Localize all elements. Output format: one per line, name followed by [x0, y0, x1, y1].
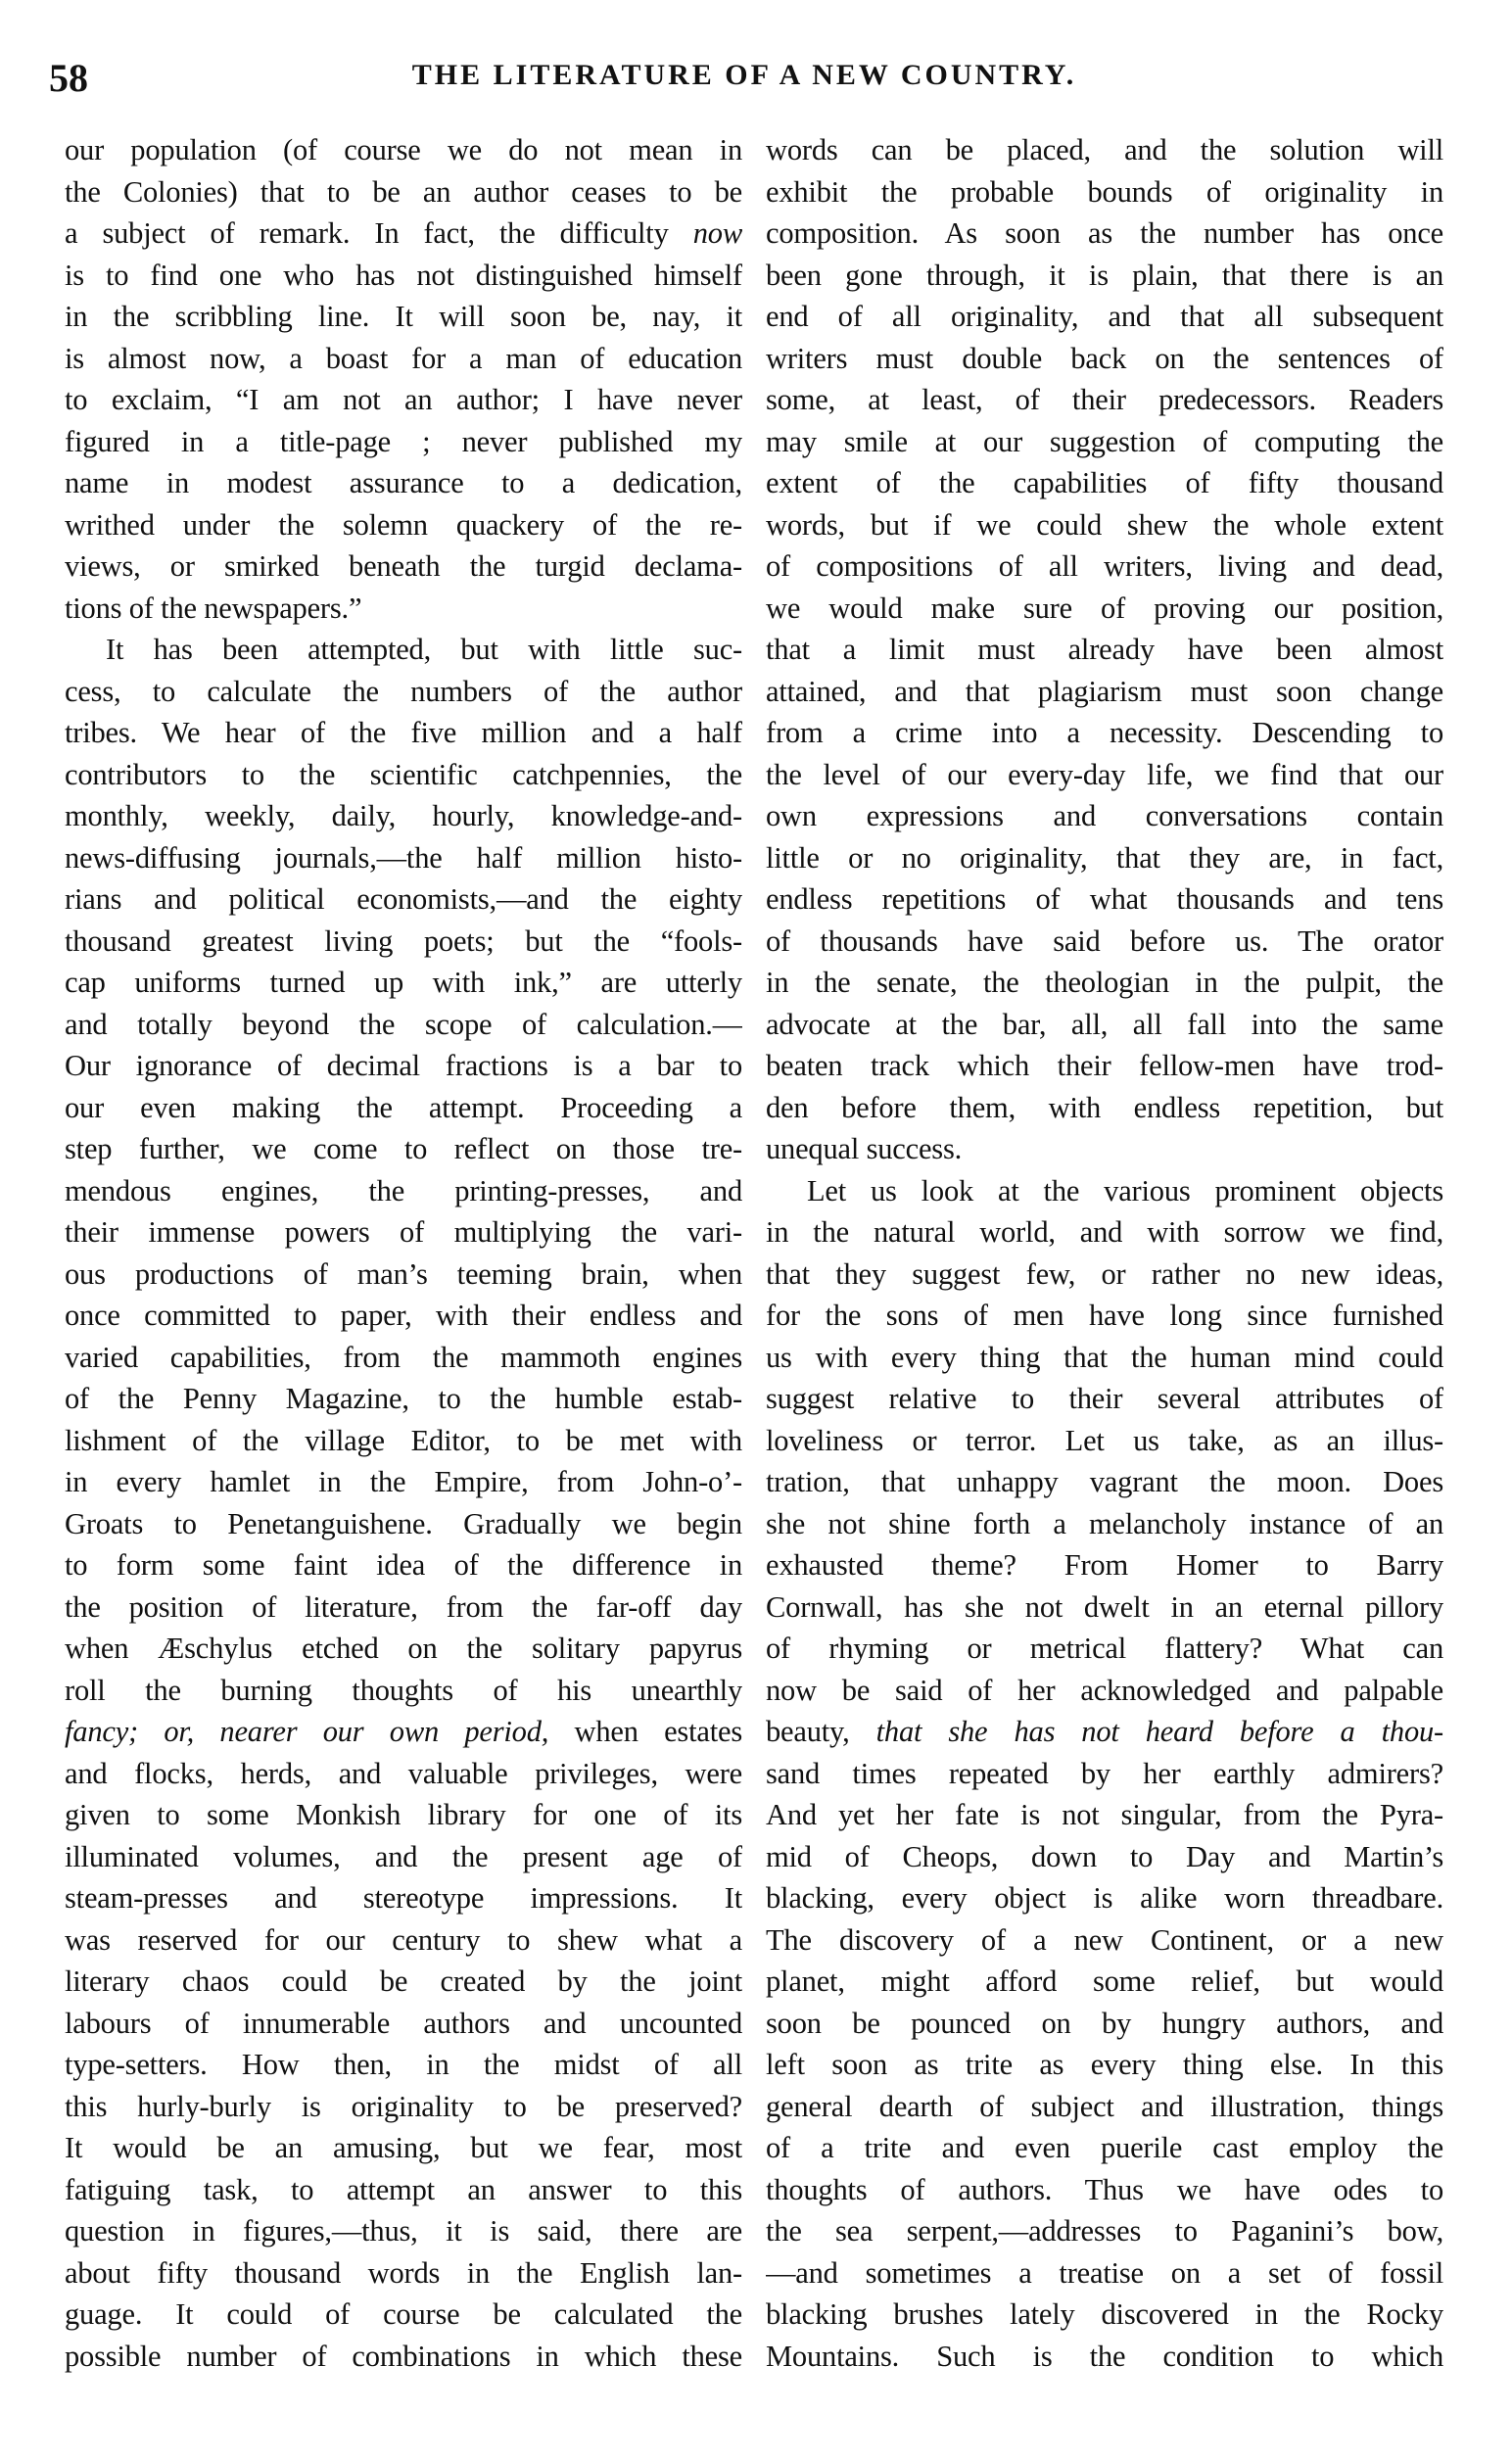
text-span: a subject of remark. In fact, the difficulty [65, 216, 693, 250]
text-line: The discovery of a new Continent, or a new [766, 1922, 1443, 1957]
text-line: cap uniforms turned up with ink,” are utterly [65, 966, 742, 999]
text-line: in the natural world, and with sorrow we find, [766, 1215, 1443, 1249]
text-line: blacking brushes lately discovered in the Rocky [766, 2297, 1443, 2331]
text-line: this hurly-burly is originality to be preserved? [65, 2089, 742, 2123]
text-line: to exclaim, “I am not an author; I have never [65, 383, 742, 416]
text-line: Mountains. Such is the condition to which [766, 2339, 1443, 2373]
text-line: endless repetitions of what thousands and tens [766, 882, 1443, 916]
text-line: illuminated volumes, and the present age of [65, 1839, 742, 1873]
text-line: possible number of combinations in which these [65, 2339, 742, 2373]
text-line: extent of the capabilities of fifty thousand [766, 466, 1443, 499]
text-line: And yet her fate is not singular, from the Pyra- [766, 1798, 1443, 1831]
text-line: advocate at the bar, all, all fall into the same [766, 1007, 1443, 1041]
text-line: loveliness or terror. Let us take, as an illus- [766, 1423, 1443, 1457]
text-line: for the sons of men have long since furnished [766, 1299, 1443, 1332]
text-line: of thousands have said before us. The orator [766, 923, 1443, 958]
text-line: the Colonies) that to be an author ceases to be [65, 174, 742, 209]
text-line: news-diffusing journals,—the half million histo- [65, 840, 742, 875]
text-line: attained, and that plagiarism must soon change [766, 674, 1443, 708]
text-line: It would be an amusing, but we fear, most [65, 2131, 742, 2164]
text-line: may smile at our suggestion of computing the [766, 424, 1443, 458]
text-line: thousand greatest living poets; but the “fools- [65, 923, 742, 958]
text-line: the position of literature, from the far-off day [65, 1589, 742, 1624]
text-line [65, 213, 742, 255]
text-line: about fifty thousand words in the English lan- [65, 2255, 742, 2290]
text-line: given to some Monkish library for one of its [65, 1798, 742, 1831]
text-line: mendous engines, the printing-presses, and [65, 1173, 742, 1207]
text-line: question in figures,—thus, it is said, there are [65, 2214, 742, 2248]
text-line: figured in a title-page ; never published my [65, 424, 742, 458]
text-span: when estates [548, 1715, 742, 1748]
text-line: exhibit the probable bounds of originality in [766, 174, 1443, 209]
text-line: den before them, with endless repetition, but [766, 1090, 1443, 1124]
text-line: Groats to Penetanguishene. Gradually we begin [65, 1506, 742, 1540]
text-line: tions of the newspapers.” [65, 591, 362, 625]
text-line [65, 1711, 742, 1753]
text-line: tribes. We hear of the five million and a half [65, 716, 742, 749]
text-line: is almost now, a boast for a man of education [65, 341, 742, 375]
left-column [65, 129, 742, 2377]
text-line: that a limit must already have been almost [766, 633, 1443, 666]
italic-text: fancy; or, nearer our own period, [65, 1715, 549, 1748]
text-line: varied capabilities, from the mammoth engines [65, 1340, 742, 1374]
text-line: of compositions of all writers, living and dead, [766, 549, 1443, 583]
text-line: and totally beyond the scope of calculation.— [65, 1007, 742, 1041]
text-line: and flocks, herds, and valuable privileges, were [65, 1756, 742, 1790]
text-line: ous productions of man’s teeming brain, when [65, 1256, 742, 1291]
text-line: general dearth of subject and illustration, things [766, 2089, 1443, 2123]
page-number: 58 [49, 56, 88, 100]
text-line: guage. It could of course be calculated the [65, 2297, 742, 2331]
text-line: own expressions and conversations contain [766, 799, 1443, 832]
text-line: composition. As soon as the number has once [766, 216, 1443, 250]
text-line: soon be pounced on by hungry authors, and [766, 2006, 1443, 2040]
text-line: that they suggest few, or rather no new ideas, [766, 1256, 1443, 1291]
text-line: contributors to the scientific catchpennies, the [65, 757, 742, 791]
text-line: is to find one who has not distinguished himself [65, 258, 742, 292]
text-line: been gone through, it is plain, that there is an [766, 258, 1443, 292]
text-line: tration, that unhappy vagrant the moon. Does [766, 1465, 1443, 1498]
text-line: rians and political economists,—and the eighty [65, 882, 742, 916]
text-line: some, at least, of their predecessors. Readers [766, 383, 1443, 416]
text-line: Let us look at the various prominent objects [807, 1173, 1443, 1207]
right-column [766, 129, 1443, 2377]
text-line: blacking, every object is alike worn threadbare. [766, 1881, 1443, 1915]
text-line: planet, might afford some relief, but would [766, 1964, 1443, 1998]
text-line: the level of our every-day life, we find that our [766, 757, 1443, 791]
text-line: in every hamlet in the Empire, from John-o’- [65, 1465, 742, 1498]
text-line: end of all originality, and that all subsequent [766, 300, 1443, 333]
text-line: from a crime into a necessity. Descending to [766, 716, 1443, 749]
text-line: words can be placed, and the solution will [766, 133, 1443, 166]
text-line: roll the burning thoughts of his unearthly [65, 1673, 742, 1707]
text-line: writers must double back on the sentences of [766, 341, 1443, 375]
text-line: their immense powers of multiplying the vari- [65, 1215, 742, 1249]
italic-text: now [692, 216, 742, 250]
text-line: Cornwall, has she not dwelt in an eternal pillory [766, 1589, 1443, 1624]
text-line: cess, to calculate the numbers of the author [65, 674, 742, 708]
text-line: name in modest assurance to a dedication, [65, 466, 742, 499]
text-line: literary chaos could be created by the joint [65, 1964, 742, 1998]
text-line: views, or smirked beneath the turgid declama- [65, 549, 742, 583]
text-line: fatiguing task, to attempt an answer to this [65, 2172, 742, 2206]
text-line: lishment of the village Editor, to be met with [65, 1423, 742, 1457]
text-line: Our ignorance of decimal fractions is a bar to [65, 1049, 742, 1082]
text-line: we would make sure of proving our position, [766, 591, 1443, 625]
text-line: sand times repeated by her earthly admirers? [766, 1756, 1443, 1790]
text-line: steam-presses and stereotype impressions. It [65, 1881, 742, 1915]
text-line: in the scribbling line. It will soon be, nay, it [65, 300, 742, 333]
text-line: exhausted theme? From Homer to Barry [766, 1548, 1443, 1582]
text-line: us with every thing that the human mind could [766, 1340, 1443, 1374]
running-title: THE LITERATURE OF A NEW COUNTRY. [411, 59, 1077, 91]
text-line: of the Penny Magazine, to the humble estab- [65, 1382, 742, 1415]
text-line: was reserved for our century to shew what a [65, 1922, 742, 1957]
text-line: writhed under the solemn quackery of the re- [65, 507, 742, 542]
text-line: mid of Cheops, down to Day and Martin’s [766, 1839, 1443, 1873]
text-line: words, but if we could shew the whole extent [766, 507, 1443, 542]
text-line: when Æschylus etched on the solitary papyrus [65, 1632, 742, 1665]
text-line: in the senate, the theologian in the pulpit, the [766, 966, 1443, 999]
text-line: type-setters. How then, in the midst of all [65, 2048, 742, 2081]
text-span: beauty, [766, 1715, 876, 1748]
text-line: the sea serpent,—addresses to Paganini’s bow, [766, 2214, 1443, 2248]
text-line: suggest relative to their several attributes of [766, 1382, 1443, 1415]
text-line: monthly, weekly, daily, hourly, knowledge-and- [65, 799, 742, 832]
text-line [766, 1711, 1443, 1753]
text-line: It has been attempted, but with little suc- [106, 633, 742, 666]
text-line: to form some faint idea of the difference in [65, 1548, 742, 1582]
text-line: once committed to paper, with their endless and [65, 1299, 742, 1332]
text-line: step further, we come to reflect on those tre- [65, 1132, 742, 1165]
text-line: thoughts of authors. Thus we have odes to [766, 2172, 1443, 2206]
text-line: of rhyming or metrical flattery? What can [766, 1632, 1443, 1665]
text-line: little or no originality, that they are, in fact, [766, 840, 1443, 875]
text-line: our population (of course we do not mean in [65, 133, 742, 166]
text-line: now be said of her acknowledged and palpable [766, 1673, 1443, 1707]
text-line: unequal success. [766, 1132, 963, 1165]
text-line: —and sometimes a treatise on a set of fossil [766, 2255, 1443, 2290]
text-line: she not shine forth a melancholy instance of an [766, 1506, 1443, 1540]
text-line: left soon as trite as every thing else. In this [766, 2048, 1443, 2081]
text-line: our even making the attempt. Proceeding a [65, 1090, 742, 1124]
text-line: beaten track which their fellow-men have trod- [766, 1049, 1443, 1082]
text-line: of a trite and even puerile cast employ the [766, 2131, 1443, 2164]
text-line: labours of innumerable authors and uncounted [65, 2006, 742, 2040]
italic-text: that she has not heard before a thou- [875, 1715, 1443, 1748]
